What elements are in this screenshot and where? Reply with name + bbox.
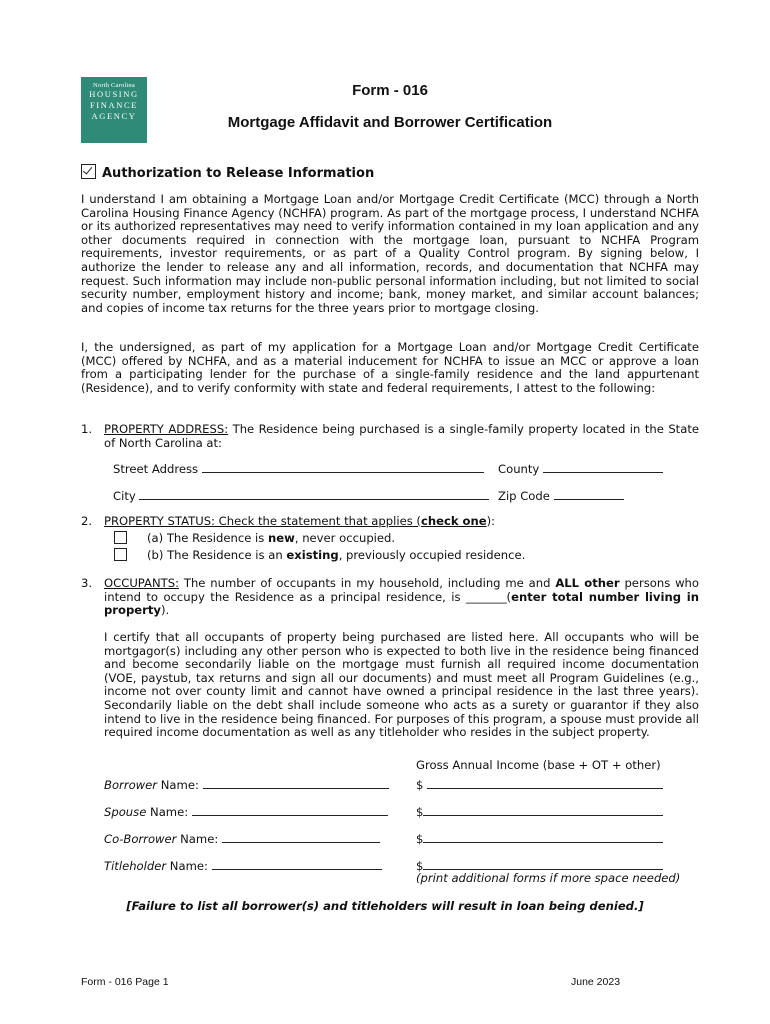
titleholder-income-field[interactable]	[423, 858, 663, 870]
spouse-row	[104, 804, 388, 820]
street-address-field[interactable]	[202, 461, 484, 473]
city-label: City	[113, 489, 136, 503]
property-status-label: PROPERTY STATUS: Check the statement that applies (	[104, 514, 421, 528]
item2-number: 2.	[81, 514, 93, 528]
logo-line-state: North Carolina	[93, 82, 135, 89]
zip-field[interactable]	[554, 488, 624, 500]
titleholder-dollar: $	[416, 859, 424, 873]
form-number: Form - 016	[352, 82, 428, 99]
occupants-bold-a: ALL other	[555, 576, 620, 590]
coborrower-name-suffix: Name:	[176, 832, 219, 846]
borrower-name-field[interactable]	[203, 777, 389, 789]
spouse-income-field[interactable]	[423, 804, 663, 816]
property-status-label-end: ):	[486, 514, 496, 528]
occupants-text-c: ).	[160, 603, 170, 618]
option-b-checkbox[interactable]	[114, 548, 127, 561]
form-title: Mortgage Affidavit and Borrower Certification	[227, 114, 553, 131]
coborrower-row	[104, 831, 380, 847]
occupants-text-a: The number of occupants in my household, including me and	[179, 576, 556, 590]
logo-line-agency: AGENCY	[91, 111, 137, 121]
option-a-text	[147, 532, 395, 546]
coborrower-label: Co-Borrower	[104, 832, 177, 846]
property-address-text: The Residence being purchased is a single-family property located in the State of North Carolina at:	[104, 422, 700, 450]
authorization-heading	[81, 164, 374, 181]
occupants-text-b: persons who intend to occupy the Residence as a principal residence, is _______(	[104, 576, 700, 604]
item2-heading	[104, 515, 495, 529]
check-one-label: check one	[420, 514, 487, 528]
borrower-dollar: $	[416, 778, 424, 792]
income-header: Gross Annual Income (base + OT + other)	[416, 758, 661, 772]
city-row	[113, 488, 489, 504]
county-row	[498, 461, 663, 477]
borrower-row	[104, 777, 389, 793]
borrower-income-row	[416, 777, 663, 793]
authorization-paragraph: I understand I am obtaining a Mortgage Loan and/or Mortgage Credit Certificate (MCC) through a North Carolina Housing Finance Agency (NCHFA) program. As part of the mortgage process, I understand NCHFA or its authorized representatives may need to verify information contained in my loan application and any other documents required in connection with the mortgage loan, pursuant to NCHFA Program requirements, investor requirements, or as part of a Quality Control program. By signing below, I authorize the lender to release any and all information, records, and documentation that NCHFA may request. Such information may include non-public personal information including, but not limited to social security number, employment history and income; bank, money market, and similar account balances; and copies of income tax returns for the three years prior to mortgage closing.	[81, 192, 699, 315]
option-a-checkbox[interactable]	[114, 531, 127, 544]
checked-box-icon	[81, 164, 96, 179]
item1-number: 1.	[81, 422, 93, 436]
zip-row	[498, 488, 624, 504]
option-a-pre: (a) The Residence is	[147, 531, 268, 545]
titleholder-name-suffix: Name:	[166, 859, 208, 873]
titleholder-label: Titleholder	[104, 859, 167, 873]
street-address-label: Street Address	[113, 462, 199, 476]
certify-paragraph: I certify that all occupants of property being purchased are listed here. All occupants who will be mortgagor(s) including any other person who is expected to both live in the residence being financed and become secondarily liable on the mortgage must furnish all required income documentation (VOE, paystub, tax returns and sign all our documents) and must meet all Program Guidelines (e.g., income not over county limit and cannot have owned a principal residence in the last three years). Secondarily liable on the debt shall include someone who acts as a surety or guarantor if they also intend to live in the residence being financed. For purposes of this program, a spouse must provide all required income documentation as well as any titleholder who resides in the subject property.	[104, 630, 699, 740]
borrower-label: Borrower	[104, 778, 158, 792]
logo-line-housing: HOUSING	[89, 89, 139, 99]
coborrower-income-field[interactable]	[423, 831, 663, 843]
footer-page-label: Form - 016 Page 1	[81, 976, 169, 988]
option-b-pre: (b) The Residence is an	[147, 548, 287, 562]
nchfa-logo	[81, 77, 147, 143]
occupants-label: OCCUPANTS:	[104, 576, 180, 590]
occupants-bold-b: enter total number living in property	[104, 589, 699, 618]
logo-line-finance: FINANCE	[89, 100, 139, 110]
spouse-income-row	[416, 804, 663, 820]
property-address-label: PROPERTY ADDRESS:	[104, 422, 229, 436]
spouse-dollar: $	[416, 805, 424, 819]
intro-paragraph: I, the undersigned, as part of my application for a Mortgage Loan and/or Mortgage Credit Certificate (MCC) offered by NCHFA, and as a material inducement for NCHFA to issue an MCC or approve a loan from a participating lender for the purchase of a single-family residence and the land appurtenant (Residence), and to verify conformity with state and federal requirements, I attest to the following:	[81, 340, 699, 395]
option-b-post: , previously occupied residence.	[338, 548, 526, 562]
option-b-text	[147, 549, 525, 563]
county-label: County	[498, 462, 540, 476]
city-field[interactable]	[139, 488, 489, 500]
county-field[interactable]	[543, 461, 663, 473]
coborrower-name-field[interactable]	[222, 831, 380, 843]
coborrower-dollar: $	[416, 832, 424, 846]
option-a-post: , never occupied.	[294, 531, 396, 545]
titleholder-name-field[interactable]	[212, 858, 382, 870]
coborrower-income-row	[416, 831, 663, 847]
titleholder-row	[104, 858, 382, 874]
footer-date: June 2023	[571, 976, 621, 988]
item3-text	[104, 577, 699, 618]
item1-text	[104, 423, 699, 450]
authorization-heading-text: Authorization to Release Information	[102, 166, 375, 181]
spouse-label: Spouse	[104, 805, 147, 819]
spouse-name-field[interactable]	[192, 804, 388, 816]
option-a-bold: new	[268, 531, 295, 545]
borrower-income-field[interactable]	[427, 777, 663, 789]
denial-warning: [Failure to list all borrower(s) and titleholders will result in loan being denied.]	[126, 899, 644, 913]
option-b-bold: existing	[286, 548, 339, 562]
additional-forms-note: (print additional forms if more space needed)	[416, 871, 681, 885]
borrower-name-suffix: Name:	[157, 778, 199, 792]
item3-number: 3.	[81, 576, 93, 590]
zip-label: Zip Code	[498, 489, 550, 503]
street-address-row	[113, 461, 484, 477]
spouse-name-suffix: Name:	[146, 805, 189, 819]
